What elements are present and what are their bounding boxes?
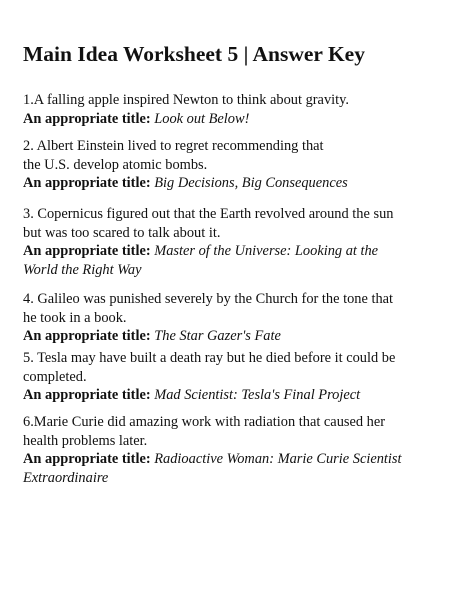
answer-line xyxy=(23,450,463,469)
answer-text: The Star Gazer's Fate xyxy=(154,328,281,344)
question-1 xyxy=(23,91,463,128)
answer-label: An appropriate title: xyxy=(23,387,151,403)
question-text: 3. Copernicus figured out that the Earth revolved around the sun xyxy=(23,206,394,222)
answer-line xyxy=(23,174,463,193)
question-text: health problems later. xyxy=(23,432,148,449)
question-text: he took in a book. xyxy=(23,309,127,326)
question-text: the U.S. develop atomic bombs. xyxy=(23,156,208,173)
answer-label: An appropriate title: xyxy=(23,328,151,344)
question-text: but was too scared to talk about it. xyxy=(23,224,221,241)
question-2 xyxy=(23,137,463,193)
answer-line xyxy=(23,242,463,261)
question-text: 1.A falling apple inspired Newton to think about gravity. xyxy=(23,92,349,108)
answer-text-continued: World the Right Way xyxy=(23,261,142,278)
question-text: completed. xyxy=(23,368,87,385)
answer-label: An appropriate title: xyxy=(23,175,151,191)
question-6 xyxy=(23,413,463,487)
answer-label: An appropriate title: xyxy=(23,110,151,127)
answer-text: Big Decisions, Big Consequences xyxy=(154,175,348,191)
answer-text: Look out Below! xyxy=(154,110,250,127)
answer-label: An appropriate title: xyxy=(23,243,151,259)
question-4 xyxy=(23,290,463,346)
question-5 xyxy=(23,349,463,405)
answer-text: Mad Scientist: Tesla's Final Project xyxy=(154,387,361,403)
question-text: 5. Tesla may have built a death ray but he died before it could be xyxy=(23,350,396,366)
answer-text: Master of the Universe: Looking at the xyxy=(154,243,379,259)
question-text: 4. Galileo was punished severely by the Church for the tone that xyxy=(23,291,394,307)
answer-text: Radioactive Woman: Marie Curie Scientist xyxy=(154,451,402,467)
answer-line xyxy=(23,110,463,129)
answer-line xyxy=(23,327,463,346)
question-text: 6.Marie Curie did amazing work with radiation that caused her xyxy=(23,414,386,430)
question-text: 2. Albert Einstein lived to regret recommending that xyxy=(23,138,324,154)
question-3 xyxy=(23,205,463,279)
answer-text-continued: Extraordinaire xyxy=(23,469,109,486)
page-title: Main Idea Worksheet 5 | Answer Key xyxy=(23,42,365,66)
answer-label: An appropriate title: xyxy=(23,451,151,467)
answer-line xyxy=(23,386,463,405)
